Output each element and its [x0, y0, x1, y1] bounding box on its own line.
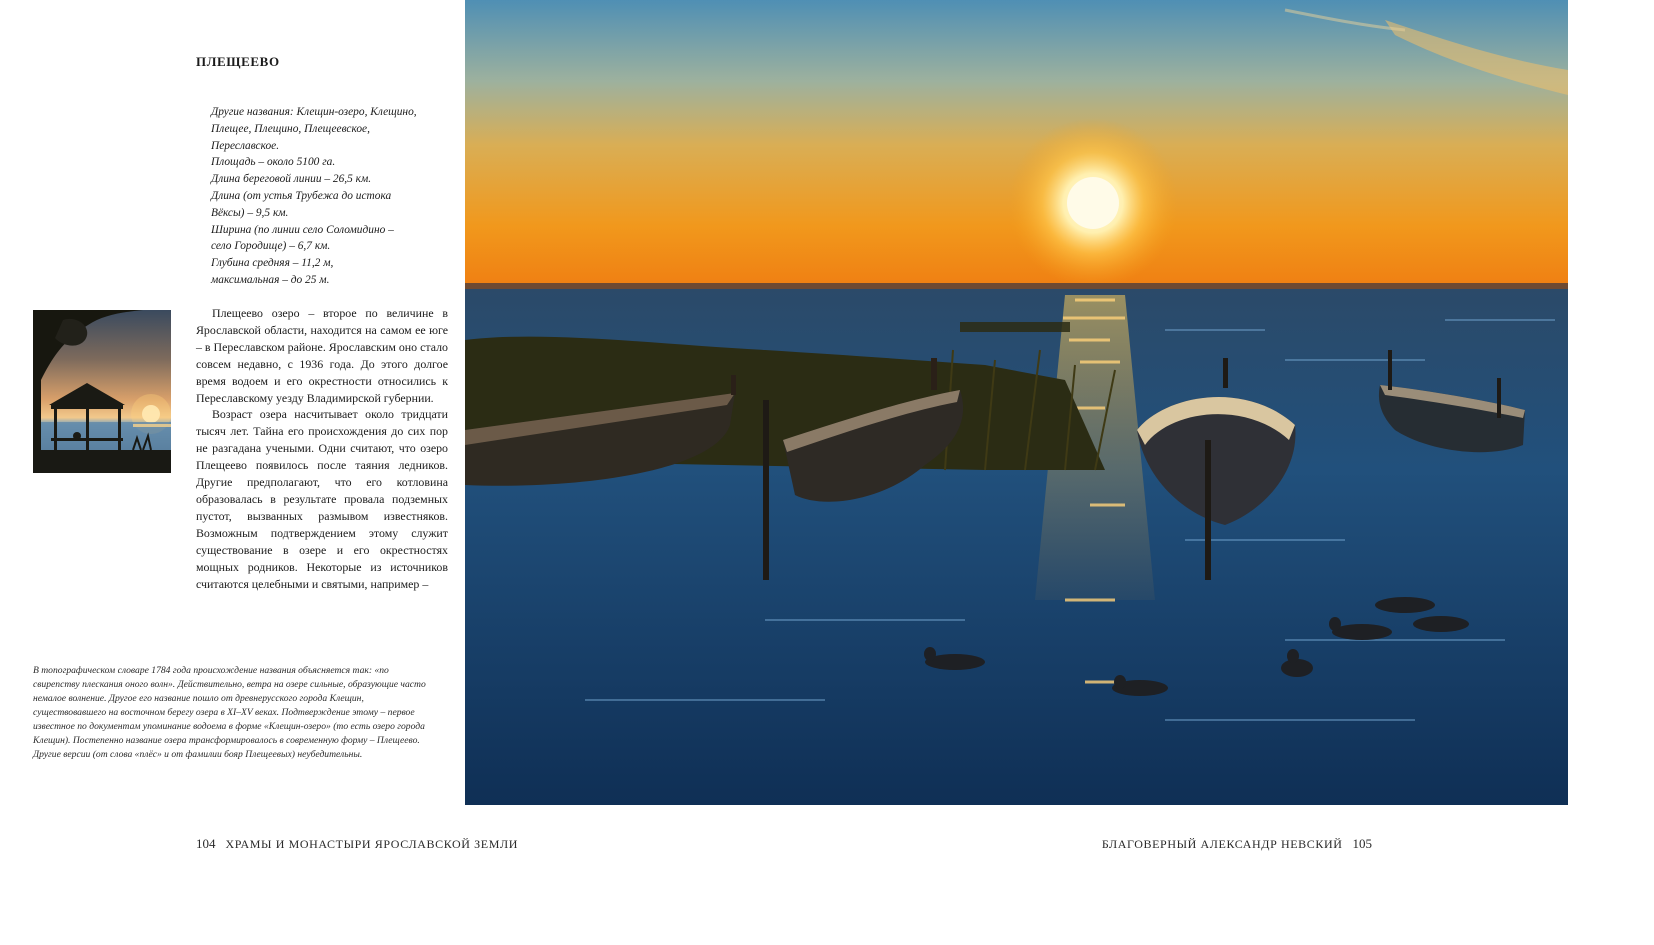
facts-line: Площадь – около 5100 га.	[211, 156, 336, 169]
facts-line: Длина береговой линии – 26,5 км.	[211, 173, 372, 186]
right-page-footer	[1102, 836, 1372, 852]
facts-box	[211, 104, 443, 289]
facts-line: Переславское.	[211, 139, 280, 152]
body-paragraph: Плещеево озеро – второе по величине в Ярославской области, находится на самом ее юге – в Переславском районе. Ярославским оно стало совсем недавно, с 1936 года. До этого долгое время водоем и его окрестности относились к Переславскому уезду Владимирской губернии.	[196, 306, 448, 405]
facts-line: Длина (от устья Трубежа до истока	[211, 189, 392, 202]
body-text	[196, 305, 448, 592]
body-paragraph: Возраст озера насчитывает около тридцати тысяч лет. Тайна его происхождения до сих пор не разгадана учеными. Одни считают, что озеро Плещеево появилось после таяния ледников. Другие предполагают, что его котловина образовалась в результате провала подземных пустот, вызванных размывом известняков. Возможным подтверждением этому служит существование в озере и его окрестностях мощных родников. Некоторые из источников считаются целебными и святыми, например –	[196, 407, 448, 591]
running-title: ХРАМЫ И МОНАСТЫРИ ЯРОСЛАВСКОЙ ЗЕМЛИ	[225, 837, 518, 851]
facts-line: Глубина средняя – 11,2 м,	[211, 257, 334, 270]
running-title: БЛАГОВЕРНЫЙ АЛЕКСАНДР НЕВСКИЙ	[1101, 837, 1343, 851]
facts-line: село Городище) – 6,7 км.	[211, 240, 331, 253]
facts-line: максимальная – до 25 м.	[211, 273, 330, 286]
left-page-footer	[196, 836, 518, 852]
page-number: 105	[1352, 836, 1372, 851]
lake-sunset-photo	[465, 0, 1568, 805]
facts-line: Ширина (по линии село Соломидино –	[211, 223, 394, 236]
facts-line: Плещее, Плещино, Плещеевское,	[211, 122, 370, 135]
page-number: 104	[196, 836, 216, 851]
section-title: ПЛЕЩЕЕВО	[196, 54, 280, 69]
facts-line: Другие названия: Клещин-озеро, Клещино,	[211, 106, 417, 118]
facts-line: Вёксы) – 9,5 км.	[211, 206, 289, 219]
footnote: В топографическом словаре 1784 года происхождение названия объясняется так: «по свирепству плескания оного волн». Действительно, ветра на озере сильные, образующие часто немалое волнение. Другое его название пошло от древнерусского города Клещин, существовавшего на восточном берегу озера в XI–XV веках. Подтверждение этому – первое известное по документам упоминание водоема в форме «Клещин-озеро» (то есть озеро города Клещин). Постепенно название озера трансформировалось в современную форму – Плещеево. Другие версии (от слова «плёс» и от фамилии бояр Плещеевых) неубедительны.	[33, 665, 426, 760]
gazebo-sunset-photo	[33, 310, 171, 473]
